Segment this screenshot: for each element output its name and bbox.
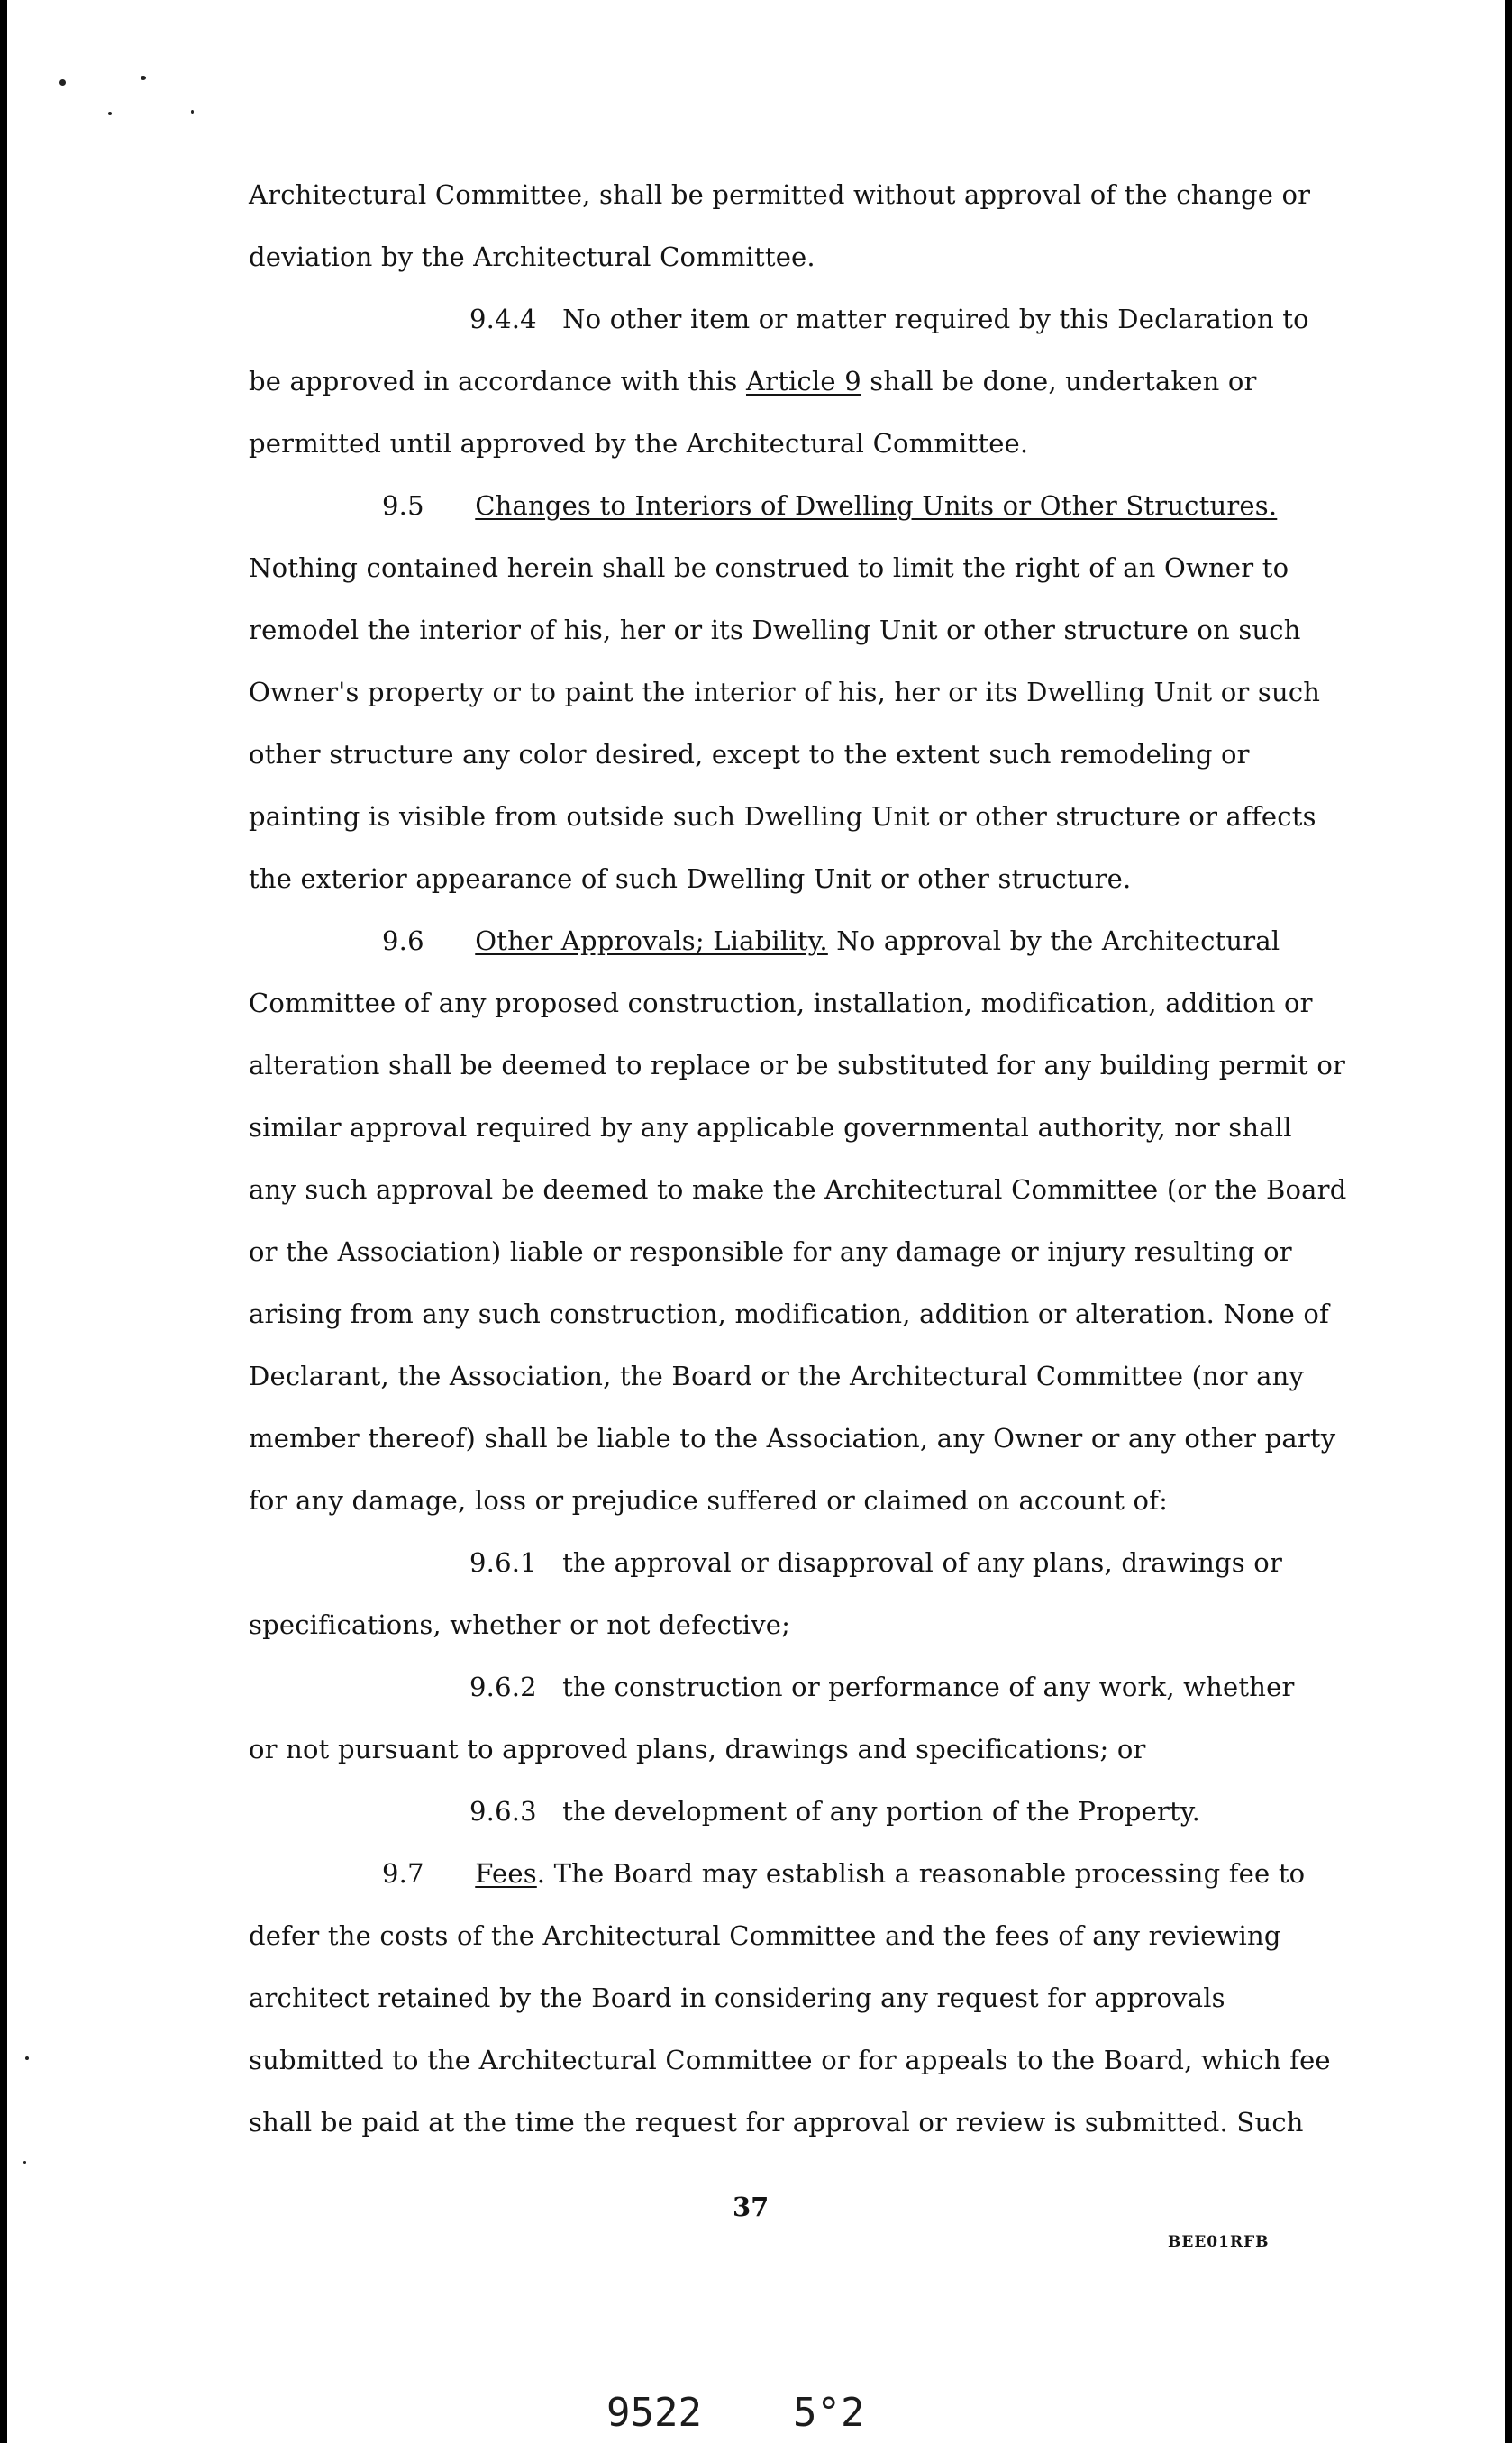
recording-stamp-left: 9522 <box>606 2390 702 2436</box>
scan-speck <box>59 79 66 86</box>
body-text: Nothing contained herein shall be construed to limit the right of an Owner to <box>249 552 1289 583</box>
document-page <box>7 0 1505 2443</box>
body-text: the approval or disapproval of any plans, drawings or <box>562 1547 1283 1578</box>
body-text: remodel the interior of his, her or its Dwelling Unit or other structure on such <box>249 615 1301 645</box>
body-text: alteration shall be deemed to replace or be substituted for any building permit or <box>249 1050 1346 1080</box>
body-text: arising from any such construction, modification, addition or alteration. None of <box>249 1299 1329 1329</box>
section-heading: Fees <box>475 1858 537 1889</box>
document-id: BEE01RFB <box>1168 2233 1270 2251</box>
body-text: shall be paid at the time the request for approval or review is submitted. Such <box>249 2107 1304 2138</box>
body-text: Declarant, the Association, the Board or the Architectural Committee (nor any <box>249 1361 1305 1391</box>
body-text: specifications, whether or not defective; <box>249 1609 791 1640</box>
body-text: the construction or performance of any work, whether <box>562 1672 1295 1702</box>
body-text: or the Association) liable or responsible for any damage or injury resulting or <box>249 1236 1292 1267</box>
section-number: 9.4.4 <box>469 304 537 334</box>
section-number: 9.6.1 <box>469 1547 537 1578</box>
body-text: the exterior appearance of such Dwelling Unit or other structure. <box>249 863 1132 894</box>
body-text: architect retained by the Board in considering any request for approvals <box>249 1983 1225 2013</box>
body-text: similar approval required by any applicable governmental authority, nor shall <box>249 1112 1292 1143</box>
section-9-4-4 <box>469 303 1309 335</box>
section-number: 9.7 <box>382 1858 424 1889</box>
section-9-6 <box>382 925 1280 957</box>
section-number: 9.6.2 <box>469 1672 537 1702</box>
body-text: No other item or matter required by this Declaration to <box>562 304 1309 334</box>
body-text: deviation by the Architectural Committee. <box>249 242 815 272</box>
body-text: submitted to the Architectural Committee or for appeals to the Board, which fee <box>249 2045 1331 2075</box>
section-9-6-1 <box>469 1546 1282 1579</box>
recording-stamp-right: 5°2 <box>793 2390 865 2436</box>
body-text: for any damage, loss or prejudice suffered or claimed on account of: <box>249 1485 1169 1516</box>
body-text: No approval by the Architectural <box>827 925 1280 956</box>
body-text: painting is visible from outside such Dwelling Unit or other structure or affects <box>249 801 1316 832</box>
article-reference: Article 9 <box>745 366 861 397</box>
body-text: any such approval be deemed to make the Architectural Committee (or the Board <box>249 1174 1347 1205</box>
body-text: permitted until approved by the Architectural Committee. <box>249 428 1029 459</box>
body-text: Owner's property or to paint the interior of his, her or its Dwelling Unit or such <box>249 677 1321 707</box>
section-heading: Other Approvals; Liability. <box>475 925 828 956</box>
scan-speck <box>108 112 112 115</box>
section-number: 9.6 <box>382 925 424 956</box>
section-9-6-3 <box>469 1795 1200 1828</box>
scan-speck <box>23 2161 26 2164</box>
scan-speck <box>191 110 194 114</box>
body-text: member thereof) shall be liable to the Association, any Owner or any other party <box>249 1423 1336 1454</box>
section-9-7 <box>382 1857 1305 1890</box>
body-text: or not pursuant to approved plans, drawings and specifications; or <box>249 1734 1146 1764</box>
section-9-4-4-line <box>249 365 1257 397</box>
body-text: Committee of any proposed construction, installation, modification, addition or <box>249 988 1313 1018</box>
section-heading: Changes to Interiors of Dwelling Units or Other Structures. <box>475 490 1278 521</box>
section-number: 9.5 <box>382 490 424 521</box>
scan-speck <box>25 2056 29 2060</box>
body-text: Architectural Committee, shall be permitted without approval of the change or <box>249 179 1311 210</box>
body-text: shall be done, undertaken or <box>861 366 1257 397</box>
section-9-6-2 <box>469 1671 1295 1703</box>
body-text: the development of any portion of the Property. <box>562 1796 1201 1827</box>
page-number: 37 <box>733 2192 770 2222</box>
body-text: other structure any color desired, except to the extent such remodeling or <box>249 739 1250 770</box>
section-9-5 <box>382 489 1277 522</box>
scan-speck <box>141 76 146 80</box>
body-text: be approved in accordance with this <box>249 366 746 397</box>
body-text: . The Board may establish a reasonable processing fee to <box>536 1858 1306 1889</box>
body-text: defer the costs of the Architectural Committee and the fees of any reviewing <box>249 1920 1281 1951</box>
section-number: 9.6.3 <box>469 1796 537 1827</box>
